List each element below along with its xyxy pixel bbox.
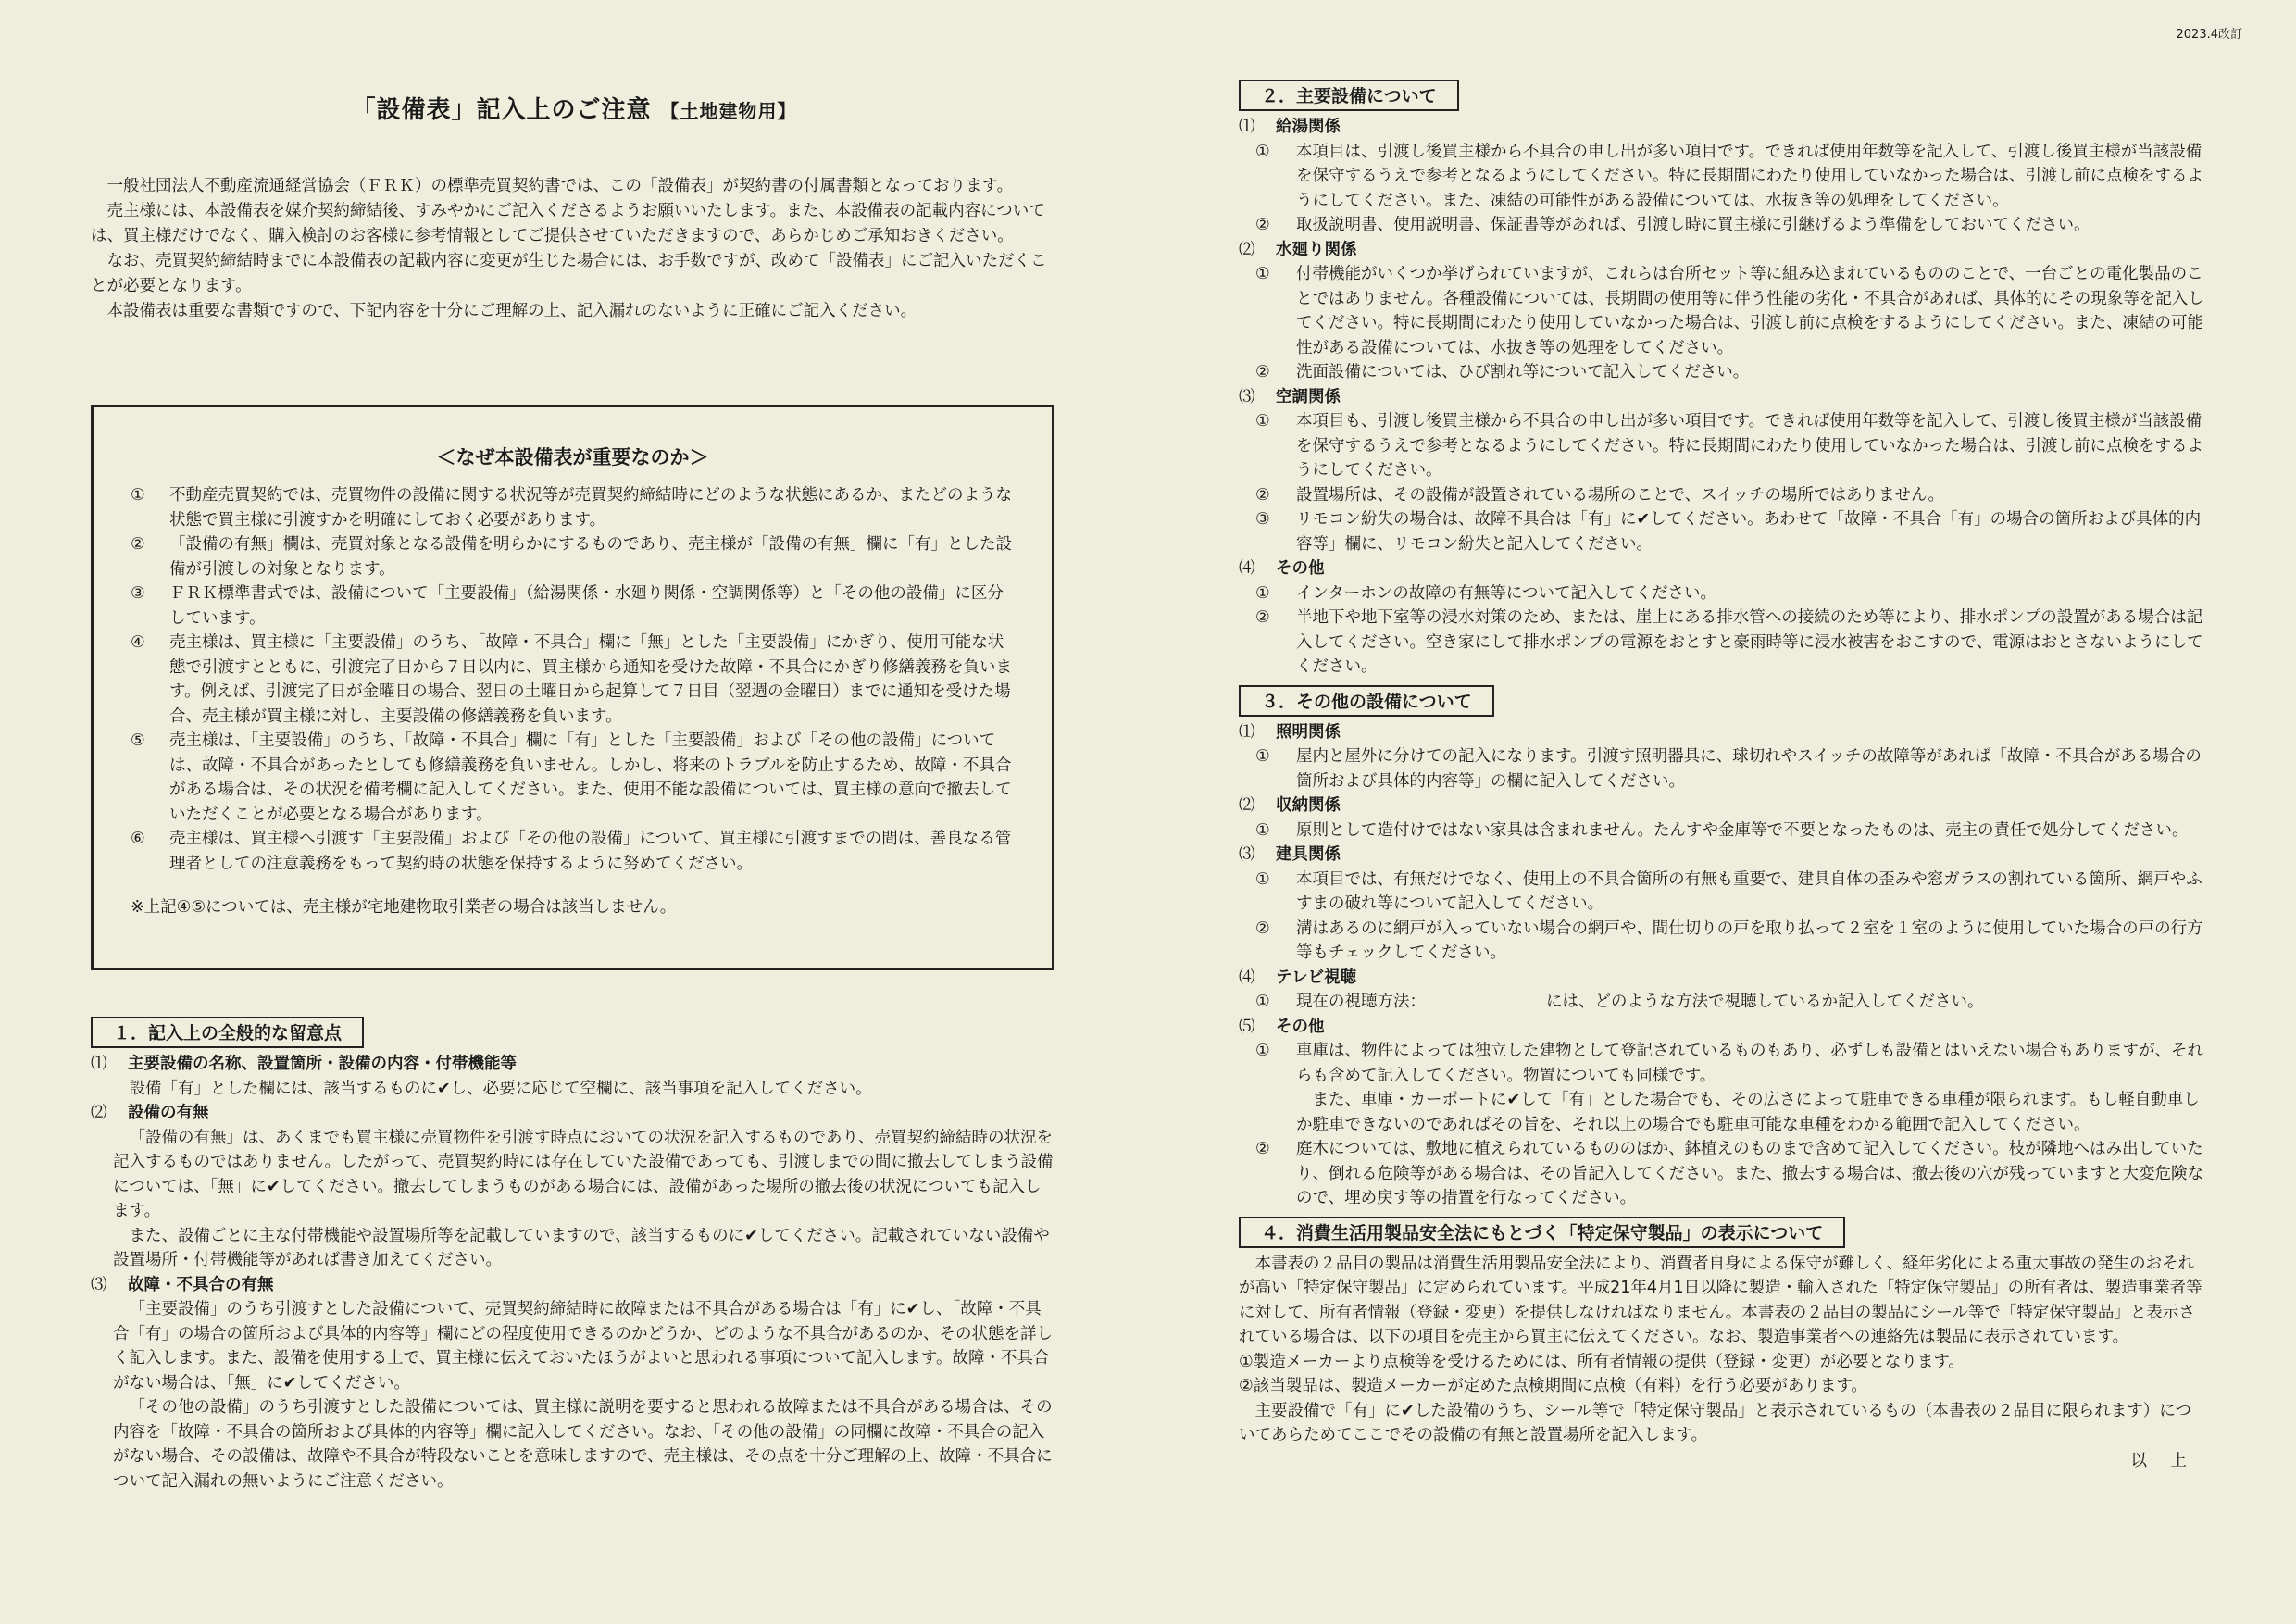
list-item — [131, 631, 1017, 729]
subsection-title: 設備の有無 — [128, 1104, 209, 1122]
list-item — [131, 729, 1017, 827]
subsection-number: ⑴ — [91, 1055, 107, 1073]
box-note: ※上記④⑤については、売主様が宅地建物取引業者の場合は該当しません。 — [131, 898, 677, 917]
item-text-part: また、車庫・カーポートに✔して「有」とした場合でも、その広さによって駐車できる車種が限られます。もし軽自動車しか駐車できないのであればその旨を、それ以上の場合でも駐車可能な車種をわかる範囲で記入してください。 — [1296, 1091, 2200, 1134]
item-text: 「設備の有無」欄は、売買対象となる設備を明らかにするものであり、売主様が「設備の有無」欄に「有」とした設備が引渡しの対象となります。 — [169, 535, 1012, 579]
section-heading: ２．主要設備について — [1239, 80, 1459, 111]
paragraph: ②該当製品は、製造メーカーが定めた点検期間に点検（有料）を行う必要があります。 — [1239, 1377, 1867, 1395]
subsection-title: 故障・不具合の有無 — [128, 1275, 274, 1294]
list-item — [1239, 990, 2205, 1015]
list-item — [1239, 1039, 2205, 1137]
paragraph: 「設備の有無」は、あくまでも買主様に売買物件を引渡す時点においての状況を記入するものであり、売買契約締結時の状況を記入するものではありません。したがって、売買契約時には存在していた設備であっても、引渡しまでの間に撤去してしまう設備については、「無」に✔してください。撤去してしまうものがある場合には、設備があった場所の撤去後の状況についても記入します。 — [113, 1128, 1054, 1220]
list-item — [131, 827, 1017, 876]
item-number: ① — [1255, 412, 1270, 431]
subsection-number: ⑷ — [1239, 968, 1255, 987]
list-item — [1239, 507, 2205, 556]
item-number: ③ — [131, 584, 145, 603]
subsection-heading — [1239, 966, 2205, 991]
box-title: ＜なぜ本設備表が重要なのか＞ — [436, 446, 709, 468]
subsection-number: ⑵ — [1239, 796, 1255, 815]
item-number: ② — [1255, 363, 1270, 381]
item-text: 本項目では、有無だけでなく、使用上の不具合箇所の有無も重要で、建具自体の歪みや窓ガラスの割れている箇所、網戸やふすまの破れ等について記入してください。 — [1296, 869, 2202, 913]
item-number: ③ — [1255, 510, 1270, 529]
subsection-heading — [91, 1052, 1055, 1077]
intro-paragraph: 本設備表は重要な書類ですので、下記内容を十分にご理解の上、記入漏れのないように正確にご記入ください。 — [106, 302, 917, 320]
subsection-heading — [1239, 720, 2205, 745]
section-4-body — [1239, 1252, 2205, 1448]
section-heading: ４．消費生活用製品安全法にもとづく「特定保守製品」の表示について — [1239, 1217, 1845, 1248]
subsection-title: 収納関係 — [1276, 796, 1341, 815]
item-text: インターホンの故障の有無等について記入してください。 — [1296, 583, 1716, 603]
subsection-title: 主要設備の名称、設置箇所・設備の内容・付帯機能等 — [128, 1055, 517, 1073]
item-number: ① — [1255, 869, 1270, 889]
item-text — [1296, 990, 1984, 1015]
item-number: ① — [1255, 265, 1270, 283]
subsection-heading — [1239, 843, 2205, 868]
item-text-part: 車庫は、物件によっては独立した建物として登記されているものもあり、必ずしも設備とはいえない場合もありますが、それらも含めて記入してください。物置についても同様です。 — [1296, 1042, 2203, 1085]
subsection-number: ⑶ — [1239, 845, 1255, 864]
item-text: 半地下や地下室等の浸水対策のため、または、崖上にある排水管への接続のため等により、排水ポンプの設置がある場合は記入してください。空き家にして排水ポンプの電源をおとすと豪雨時等に浸水被害をおこすので、電源はおとさないようにしてください。 — [1296, 608, 2203, 676]
list-item — [1239, 213, 2205, 238]
item-text: 原則として造付けではない家具は含まれません。たんすや金庫等で不要となったものは、売主の責任で処分してください。 — [1296, 820, 2189, 840]
list-item — [1239, 917, 2205, 966]
item-text: 本項目は、引渡し後買主様から不具合の申し出が多い項目です。できれば使用年数等を記入して、引渡し後買主様が当該設備を保守するうえで参考となるようにしてください。特に長期間にわたり使用していなかった場合は、引渡し前に点検をするようにしてください。また、凍結の可能性がある設備については、水抜き等の処理をしてください。 — [1296, 142, 2203, 210]
subsection-heading — [91, 1273, 1055, 1298]
section-heading: ３．その他の設備について — [1239, 685, 1494, 717]
list-item — [1239, 606, 2205, 680]
page-title — [333, 91, 815, 125]
subsection-title: 建具関係 — [1276, 845, 1341, 864]
item-number: ⑥ — [131, 830, 145, 848]
paragraph: また、設備ごとに主な付帯機能や設置場所等を記載していますので、該当するものに✔してください。記載されていない設備や設置場所・付帯機能等があれば書き加えてください。 — [113, 1226, 1050, 1269]
item-number: ① — [1255, 747, 1270, 766]
subsection-heading — [1239, 556, 2205, 581]
item-number: ① — [1255, 993, 1270, 1011]
item-text: 庭木については、敷地に植えられているもののほか、鉢植えのものまで含めて記入してください。枝が隣地へはみ出していたり、倒れる危険等がある場合は、その旨記入してください。また、撤去する場合は、撤去後の穴が残っていますと大変危険なので、埋め戻す等の措置を行なってください。 — [1296, 1140, 2203, 1207]
item-text: 売主様は、「主要設備」のうち、「故障・不具合」欄に「有」とした「主要設備」および「その他の設備」については、故障・不具合があったとしても修繕義務を負いません。しかし、将来のトラブルを防止するため、故障・不具合がある場合は、その状況を備考欄に記入してください。また、使用不能な設備については、買主様の意向で撤去していただくことが必要となる場合があります。 — [169, 731, 1012, 824]
revision-date: 2023.4改訂 — [2176, 28, 2242, 42]
item-number: ① — [1255, 820, 1270, 840]
paragraph: 「主要設備」のうち引渡すとした設備について、売買契約締結時に故障または不具合がある場合は「有」に✔し、「故障・不具合「有」の場合の箇所および具体的内容等」欄にどの程度使用できるのかどうか、どのような不具合があるのか、その状態を詳しく記入します。また、設備を使用する上で、買主様に伝えておいたほうがよいと思われる事項について記入します。故障・不具合がない場合は、「無」に✔してください。 — [113, 1300, 1053, 1393]
list-item — [1239, 868, 2205, 917]
item-text: 屋内と屋外に分けての記入になります。引渡す照明器具に、球切れやスイッチの故障等があれば「故障・不具合がある場合の箇所および具体的内容等」の欄に記入してください。 — [1296, 747, 2202, 791]
intro-paragraph: 売主様には、本設備表を媒介契約締結後、すみやかにご記入くださるようお願いいたします。また、本設備表の記載内容については、買主様だけでなく、購入検討のお客様に参考情報としてご提供させていただきますので、あらかじめご承知おきください。 — [91, 202, 1045, 245]
item-number: ① — [1255, 142, 1270, 161]
item-text: 売主様は、買主様に「主要設備」のうち、「故障・不具合」欄に「無」とした「主要設備」にかぎり、使用可能な状態で引渡すとともに、引渡完了日から７日以内に、買主様から通知を受けた故障・不具合にかぎり修繕義務を負います。例えば、引渡完了日が金曜日の場合、翌日の土曜日から起算して７日目（翌週の金曜日）までに通知を受けた場合、売主様が買主様に対し、主要設備の修繕義務を負います。 — [169, 633, 1012, 726]
subsection-heading — [1239, 385, 2205, 410]
subsection-number: ⑵ — [1239, 240, 1255, 259]
title-main: 「設備表」記入上のご注意 — [351, 96, 652, 124]
list-item — [1239, 360, 2205, 385]
paragraph: 本書表の２品目の製品は消費生活用製品安全法により、消費者自身による保守が難しく、経年劣化による重大事故の発生のおそれが高い「特定保守製品」に定められています。平成21年4月1日以降に製造・輸入された「特定保守製品」の所有者は、製造事業者等に対して、所有者情報（登録・変更）を提供しなければなりません。本書表の２品目の製品にシール等で「特定保守製品」と表示されている場合は、以下の項目を売主から買主に伝えてください。なお、製造事業者への連絡先は製品に表示されています。 — [1239, 1254, 2202, 1346]
intro-paragraph: 一般社団法人不動産流通経営協会（ＦＲＫ）の標準売買契約書では、この「設備表」が契約書の付属書類となっております。 — [106, 177, 1014, 195]
subsection-number: ⑶ — [1239, 387, 1255, 406]
item-text: 設置場所は、その設備が設置されている場所のことで、スイッチの場所ではありません。 — [1296, 485, 1944, 505]
right-column — [1239, 80, 2205, 1471]
item-text: 取扱説明書、使用説明書、保証書等があれば、引渡し時に買主様に引継げるよう準備をしておいてください。 — [1296, 216, 2090, 234]
subsection-heading — [1239, 793, 2205, 818]
list-item — [1239, 483, 2205, 508]
item-number: ② — [1255, 608, 1270, 627]
subsection-title: その他 — [1276, 559, 1325, 578]
item-text — [1296, 1039, 2205, 1137]
box-list — [94, 483, 1052, 876]
paragraph: 「その他の設備」のうち引渡すとした設備については、買主様に説明を要すると思われる故障または不具合がある場合は、その内容を「故障・不具合の箇所および具体的内容等」欄に記入してください。なお、「その他の設備」の同欄に故障・不具合の記入がない場合、その設備は、故障や不具合が特段ないことを意味しますので、売主様は、その点を十分ご理解の上、故障・不具合について記入漏れの無いようにご注意ください。 — [113, 1398, 1053, 1491]
closing-mark: 以 上 — [2130, 1451, 2190, 1470]
item-number: ② — [1255, 918, 1270, 938]
item-text: 付帯機能がいくつか挙げられていますが、これらは台所セット等に組み込まれているもののことで、一台ごとの電化製品のことではありません。各種設備については、長期間の使用等に伴う性能の劣化・不具合があれば、具体的にその現象等を記入してください。特に長期間にわたり使用していなかった場合は、引渡し前に点検をするようにしてください。また、凍結の可能性がある設備については、水抜き等の処理をしてください。 — [1296, 265, 2204, 357]
tv-method-label: 現在の視聴方法： — [1296, 993, 1426, 1011]
item-text: 本項目も、引渡し後買主様から不具合の申し出が多い項目です。できれば使用年数等を記入して、引渡し後買主様が当該設備を保守するうえで参考となるようにしてください。特に長期間にわたり使用していなかった場合は、引渡し前に点検をするようにしてください。 — [1296, 412, 2203, 480]
paragraph: 主要設備で「有」に✔した設備のうち、シール等で「特定保守製品」と表示されているもの（本書表の２品目に限られます）についてあらためてここでその設備の有無と設置場所を記入します。 — [1239, 1401, 2191, 1444]
subsection-number: ⑶ — [91, 1275, 107, 1294]
list-item — [1239, 140, 2205, 214]
item-number: ① — [1255, 583, 1270, 603]
item-number: ④ — [131, 633, 145, 652]
importance-box — [91, 405, 1054, 970]
subsection-title: その他 — [1276, 1017, 1325, 1036]
item-number: ② — [1255, 485, 1270, 505]
item-text: ＦＲＫ標準書式では、設備について「主要設備」（給湯関係・水廻り関係・空調関係等）と「その他の設備」に区分しています。 — [169, 584, 1004, 628]
subsection-heading — [91, 1101, 1055, 1126]
item-text: リモコン紛失の場合は、故障不具合は「有」に✔してください。あわせて「故障・不具合「有」の場合の箇所および具体的内容等」欄に、リモコン紛失と記入してください。 — [1296, 510, 2202, 554]
title-sub: 【土地建物用】 — [660, 100, 797, 122]
subsection-heading — [1239, 115, 2205, 140]
subsection-title: 給湯関係 — [1276, 118, 1341, 136]
subsection-title: テレビ視聴 — [1276, 968, 1357, 987]
subsection-number: ⑴ — [1239, 118, 1255, 136]
item-number: ② — [1255, 216, 1270, 234]
item-text: 溝はあるのに網戸が入っていない場合の網戸や、間仕切りの戸を取り払って２室を１室のように使用していた場合の戸の行方等もチェックしてください。 — [1296, 918, 2203, 962]
item-number: ② — [1255, 1140, 1270, 1158]
subsection-number: ⑷ — [1239, 559, 1255, 578]
subsection-title: 水廻り関係 — [1276, 240, 1357, 259]
list-item — [1239, 262, 2205, 360]
subsection-number: ⑴ — [1239, 722, 1255, 742]
intro-paragraph: なお、売買契約締結時までに本設備表の記載内容に変更が生じた場合には、お手数ですが、改めて「設備表」にご記入いただくことが必要となります。 — [91, 252, 1047, 295]
item-number: ⑤ — [131, 731, 145, 750]
subsection-heading — [1239, 1015, 2205, 1040]
list-item — [131, 581, 1017, 631]
list-item — [1239, 581, 2205, 606]
subsection-heading — [1239, 238, 2205, 263]
subsection-number: ⑵ — [91, 1104, 107, 1122]
section-1 — [91, 1017, 1055, 1493]
list-item — [131, 532, 1017, 581]
list-item — [131, 483, 1017, 532]
paragraph: ①製造メーカーより点検等を受けるためには、所有者情報の提供（登録・変更）が必要となります。 — [1239, 1352, 1965, 1371]
list-item — [1239, 818, 2205, 843]
list-item — [1239, 744, 2205, 793]
subsection-title: 空調関係 — [1276, 387, 1341, 406]
item-number: ② — [131, 535, 145, 554]
list-item — [1239, 1137, 2205, 1211]
paragraph: 設備「有」とした欄には、該当するものに✔し、必要に応じて空欄に、該当事項を記入してください。 — [129, 1079, 872, 1098]
item-text: 売主様は、買主様へ引渡す「主要設備」および「その他の設備」について、買主様に引渡すまでの間は、善良なる管理者としての注意義務をもって契約時の状態を保持するように努めてください。 — [169, 830, 1012, 873]
item-number: ① — [1255, 1042, 1270, 1060]
section-heading: １．記入上の全般的な留意点 — [91, 1017, 364, 1048]
tv-method-text: には、どのような方法で視聴しているか記入してください。 — [1546, 993, 1984, 1011]
list-item — [1239, 409, 2205, 483]
item-number: ① — [131, 486, 145, 505]
subsection-title: 照明関係 — [1276, 722, 1341, 742]
subsection-number: ⑸ — [1239, 1017, 1255, 1036]
intro — [91, 174, 1054, 324]
item-text: 洗面設備については、ひび割れ等について記入してください。 — [1296, 363, 1750, 381]
item-text: 不動産売買契約では、売買物件の設備に関する状況等が売買契約締結時にどのような状態にあるか、またどのような状態で買主様に引渡すかを明確にしておく必要があります。 — [169, 486, 1012, 530]
